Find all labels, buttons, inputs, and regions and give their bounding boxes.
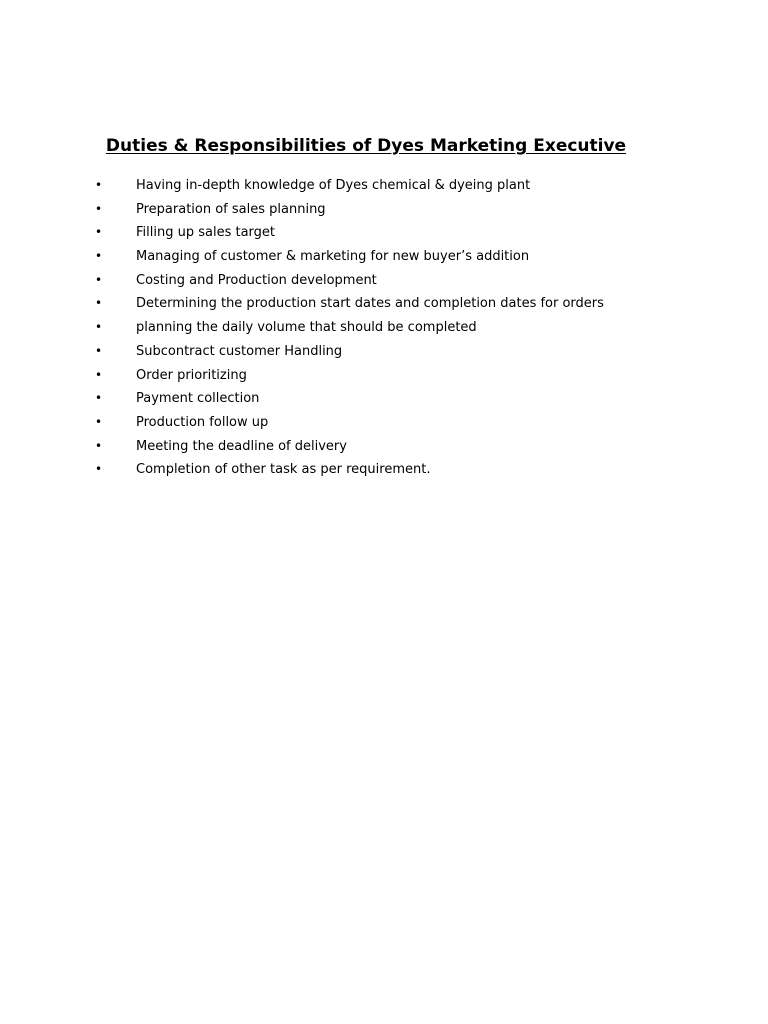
bullet-icon: • — [95, 414, 103, 429]
bullet-icon: • — [95, 272, 103, 287]
bullet-icon: • — [95, 296, 103, 311]
list-item-text: Managing of customer & marketing for new buyer’s addition — [136, 249, 530, 265]
bullet-icon: • — [95, 225, 103, 240]
list-item-text: Meeting the deadline of delivery — [136, 438, 347, 454]
list-item-text: Costing and Production development — [136, 272, 377, 288]
list-item — [0, 435, 768, 459]
list-item — [0, 245, 768, 269]
list-item — [0, 458, 768, 482]
bullet-icon: • — [95, 367, 103, 382]
bullet-icon: • — [95, 462, 103, 477]
bullet-icon: • — [95, 178, 103, 192]
list-item-text: Completion of other task as per requirement. — [136, 462, 431, 478]
bullet-icon: • — [95, 249, 103, 264]
bullet-icon: • — [95, 320, 103, 335]
duties-list — [0, 174, 768, 482]
list-item — [0, 411, 768, 435]
bullet-icon: • — [95, 201, 103, 216]
list-item — [0, 174, 768, 198]
list-item-text: Order prioritizing — [136, 367, 247, 383]
list-item — [0, 364, 768, 388]
list-item-text: planning the daily volume that should be completed — [136, 320, 477, 336]
list-item — [0, 292, 768, 316]
list-item — [0, 340, 768, 364]
list-item-text: Filling up sales target — [136, 225, 276, 241]
list-item-text: Subcontract customer Handling — [136, 343, 343, 359]
bullet-icon: • — [95, 343, 103, 358]
list-item-text: Determining the production start dates and completion dates for orders — [136, 296, 604, 312]
bullet-icon: • — [95, 391, 103, 406]
list-item-text: Preparation of sales planning — [136, 201, 326, 217]
bullet-icon: • — [95, 438, 103, 453]
list-item — [0, 387, 768, 411]
list-item-text: Having in-depth knowledge of Dyes chemical & dyeing plant — [136, 178, 531, 193]
list-item — [0, 269, 768, 293]
list-item-text: Production follow up — [136, 414, 269, 430]
list-item — [0, 316, 768, 340]
list-item — [0, 198, 768, 222]
list-item-text: Payment collection — [136, 391, 260, 407]
list-item — [0, 221, 768, 245]
document-title: Duties & Responsibilities of Dyes Marketing Executive — [105, 136, 627, 156]
